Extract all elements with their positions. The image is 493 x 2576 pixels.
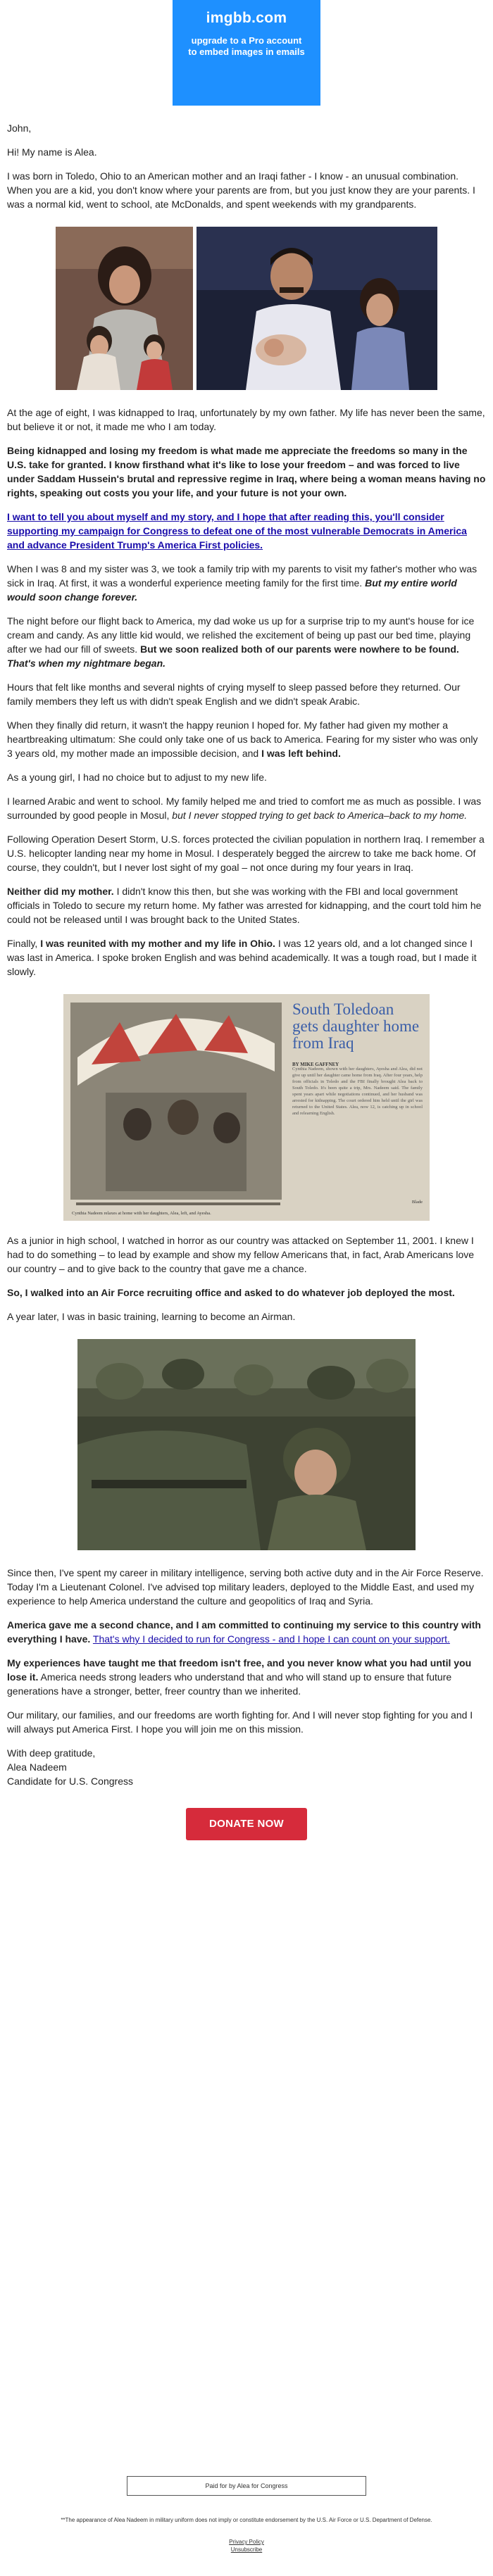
- clipping-source: Blade: [411, 1200, 423, 1205]
- clipping-headline: South Toledoan gets daughter home from Iraq: [292, 1000, 420, 1052]
- unsubscribe-link[interactable]: Unsubscribe: [230, 2546, 263, 2553]
- paragraph-13-text: I was 12 years old, and a lot changed since I was last in America. I spoke broken English and was behind academically. It was a tough road, but I made it slowly.: [7, 938, 477, 977]
- paragraph-8-text: When they finally did return, it wasn't the happy reunion I hoped for. My father had given my mother a heartbreaking ultimatum: She could only take one of us back to America. Fearing for my sister who was only 3 years old, my mother made an impossible decision, and: [7, 720, 478, 759]
- paragraph-6-emphasis: That's when my nightmare began.: [7, 658, 166, 669]
- military-photo-wrap: [7, 1339, 486, 1550]
- paragraph-18-bold: America gave me a second chance, and I am committed to continuing my service to this country with everything I have.: [7, 1619, 481, 1645]
- signoff: [7, 1746, 486, 1788]
- run-for-congress-link[interactable]: That's why I decided to run for Congress - and I hope I can count on your support.: [92, 1633, 450, 1645]
- paragraph-19: [7, 1656, 486, 1698]
- paragraph-4: [7, 510, 486, 552]
- support-campaign-link-text: I want to tell you about myself and my story, and I hope that after reading this, you'll consider supporting my campaign for Congress to defeat one of the most vulnerable Democrats in America and advance President Trump's America First policies.: [7, 511, 467, 551]
- paragraph-5-text: When I was 8 and my sister was 3, we took a family trip with my parents to visit my father's mother who was sick in Iraq. At first, it was a wonderful experience meeting family for the first time.: [7, 563, 478, 589]
- clipping-caption: Cynthia Nadeem relaxes at home with her daughters, Alea, left, and Ayesha.: [72, 1211, 211, 1216]
- banner-brand: imgbb.com: [206, 10, 287, 26]
- paragraph-17: Since then, I've spent my career in military intelligence, serving both active duty and in the Air Force Reserve. Today I'm a Lieutenant Colonel. I've advised top military leaders, deployed to the Middle East, and used my experience to help America understand the culture and geopolitics of Iraq and Syria.: [7, 1567, 484, 1607]
- banner-subtext: upgrade to a Pro account to embed images in emails: [188, 35, 305, 57]
- paragraph-3-text: Being kidnapped and losing my freedom is what made me appreciate the freedoms so many in the U.S. take for granted. I know firsthand what it's like to lose your freedom – and was forced to live under Saddam Hussein's brutal and repressive regime in Iraq, where being a woman means having no rights, speaking out costs you your life, and your future is not your own.: [7, 445, 486, 498]
- paid-for-by-box: Paid for by Alea for Congress: [127, 2476, 366, 2496]
- military-disclaimer: **The appearance of Alea Nadeem in military uniform does not imply or constitute endorsement by the U.S. Air Force or U.S. Department of Defense.: [61, 2517, 432, 2523]
- paragraph-19-bold: My experiences have taught me that freedom isn't free, and you never know what you had until you lose it.: [7, 1657, 472, 1683]
- paragraph-10: [7, 794, 486, 822]
- paragraph-15-bold: So, I walked into an Air Force recruiting office and asked to do whatever job deployed the most.: [7, 1287, 455, 1298]
- paragraph-1: I was born in Toledo, Ohio to an American mother and an Iraqi father - I know - an unusual combination. When you are a kid, you don't know where your parents are from, but you just know they are your parents. I was a normal kid, went to school, ate McDonalds, and spent weekends with my grandparents.: [7, 170, 475, 210]
- footer-links: [0, 2538, 493, 2553]
- privacy-policy-link[interactable]: Privacy Policy: [229, 2539, 264, 2545]
- paragraph-3: [7, 444, 486, 500]
- paragraph-12-bold: Neither did my mother.: [7, 886, 114, 897]
- clipping-byline: BY MIKE GAFFNEY: [292, 1062, 339, 1067]
- greeting: John,: [7, 122, 32, 134]
- signoff-closing: With deep gratitude,: [7, 1747, 96, 1759]
- support-campaign-link[interactable]: [7, 511, 467, 551]
- newspaper-clipping: [63, 994, 430, 1221]
- childhood-photo-mother: [56, 227, 193, 390]
- clipping-body-text: Cynthia Nadeem, shown with her daughters, Ayesha and Alea, did not give up until her daughter came home from Iraq. After four years, help from officials in Toledo and the FBI finally brought Alea back to South Toledo. It's been quite a trip, Mrs. Nadeem said. The family spent years apart while negotiations continued, and her husband was arrested for kidnapping. The court ordered him held until the girl was returned to the United States. Alea, now 12, is catching up in school and relearning English.: [292, 1067, 423, 1116]
- paragraph-6-bold: But we soon realized both of our parents were nowhere to be found.: [140, 643, 459, 655]
- newspaper-clipping-wrap: [7, 994, 486, 1221]
- imgbb-upgrade-banner[interactable]: [173, 0, 320, 106]
- paragraph-9: As a young girl, I had no choice but to adjust to my new life.: [7, 772, 267, 783]
- paragraph-11: Following Operation Desert Storm, U.S. forces protected the civilian population in northern Iraq. I remember a U.S. helicopter landing near my home in Mosul. I desperately begged the aircrew to take me back home. Of course, they couldn't, but I never lost sight of my goal – not once during my four years in Iraq.: [7, 834, 485, 873]
- paragraph-10-text: I learned Arabic and went to school. My family helped me and tried to comfort me as much as possible. I was surrounded by good people in Mosul,: [7, 796, 482, 821]
- paragraph-6-text: The night before our flight back to America, my dad woke us up for a surprise trip to my aunt's house for ice cream and candy. As any little kid would, we relished the excitement of being up past our bed time, playing after we had our fill of sweets.: [7, 615, 475, 655]
- paragraph-19-text: America needs strong leaders who understand that and who will stand up to ensure that future generations have a stronger, better, freer country than we inherited.: [7, 1671, 452, 1697]
- paragraph-5: [7, 562, 486, 604]
- paragraph-7: Hours that felt like months and several nights of crying myself to sleep passed before they returned. Our family members they left us with didn't speak English and we didn't speak Arabic.: [7, 681, 461, 707]
- paragraph-16: A year later, I was in basic training, learning to become an Airman.: [7, 1311, 296, 1322]
- military-training-photo: [77, 1339, 416, 1550]
- paragraph-2: At the age of eight, I was kidnapped to Iraq, unfortunately by my own father. My life has never been the same, but believe it or not, it made me who I am today.: [7, 407, 485, 432]
- signoff-name: Alea Nadeem: [7, 1761, 67, 1773]
- paragraph-8-bold: I was left behind.: [261, 748, 341, 759]
- childhood-photo-father: [196, 227, 437, 390]
- family-photos: [7, 227, 486, 390]
- paragraph-13-lead: Finally,: [7, 938, 38, 949]
- signoff-title: Candidate for U.S. Congress: [7, 1776, 133, 1787]
- paragraph-20: Our military, our families, and our freedoms are worth fighting for. And I will never stop fighting for you and I will always put America First. I hope you will join me on this mission.: [7, 1709, 473, 1735]
- paragraph-12: [7, 884, 486, 926]
- paragraph-13: [7, 936, 486, 979]
- paragraph-8: [7, 718, 486, 760]
- paragraph-13-bold: I was reunited with my mother and my life in Ohio.: [40, 938, 275, 949]
- paragraph-14: As a junior in high school, I watched in horror as our country was attacked on September 11, 2001. I knew I had to do something – to lead by example and show my fellow Americans that, in fact, Arab Americans love our country – and to give back to the country that gave me a chance.: [7, 1235, 475, 1274]
- email-body: [7, 121, 486, 1840]
- paragraph-5-emphasis: But my entire world would soon change forever.: [7, 577, 457, 603]
- intro-paragraph: Hi! My name is Alea.: [7, 146, 97, 158]
- paragraph-10-emphasis: but I never stopped trying to get back to America–back to my home.: [172, 810, 468, 821]
- paragraph-15: [7, 1286, 486, 1300]
- donate-wrap: [7, 1808, 486, 1840]
- paragraph-12-text: I didn't know this then, but she was working with the FBI and local government officials in Toledo to secure my return home. My father was arrested for kidnapping, and the court told him he could not be released until I was brought back to the United States.: [7, 886, 482, 925]
- paragraph-6: [7, 614, 486, 670]
- donate-now-button[interactable]: DONATE NOW: [186, 1808, 307, 1840]
- paragraph-18: [7, 1618, 486, 1646]
